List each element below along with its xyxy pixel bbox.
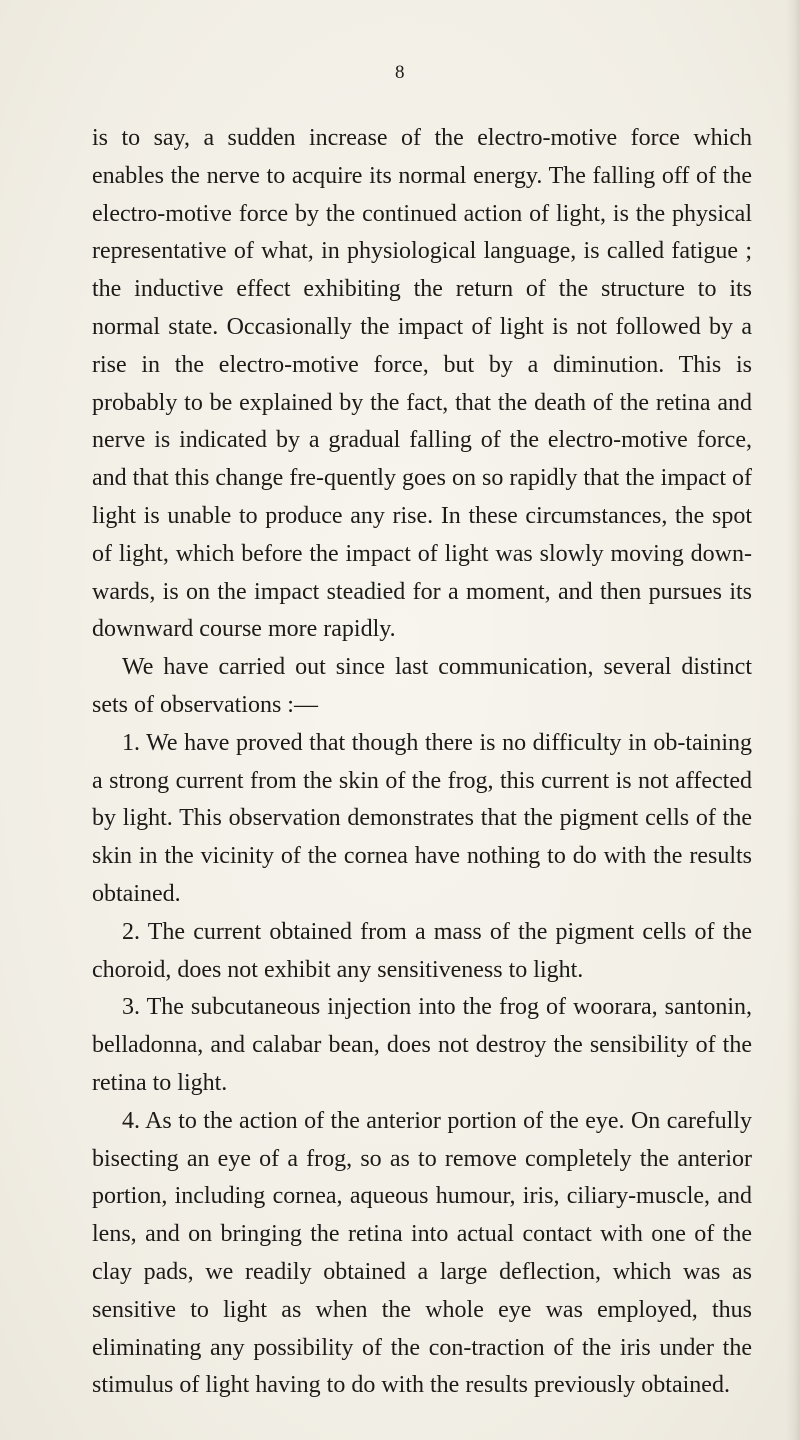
paragraph-observations-intro: We have carried out since last communication, several distinct sets of observations :— (92, 654, 752, 718)
paragraph-continuation: is to say, a sudden increase of the electro-motive force which enables the nerve to acquire its normal energy. The falling off of the electro-motive force by the continued action of light, is the physical representative of what, in physiological language, is called fatigue ; the inductive effect exhibiting the return of the structure to its normal state. Occasionally the impact of light is not followed by a rise in the electro-motive force, but by a diminution. This is probably to be explained by the fact, that the death of the retina and nerve is indicated by a gradual falling of the electro-motive force, and that this change fre-quently goes on so rapidly that the impact of light is unable to produce any rise. In these circumstances, the spot of light, which before the impact of light was slowly moving down-wards, is on the impact steadied for a moment, and then pursues its downward course more rapidly. (92, 125, 752, 643)
body-text (92, 120, 752, 1405)
paragraph-observation-3: 3. The subcutaneous injection into the frog of woorara, santonin, belladonna, and calabar bean, does not destroy the sensibility of the retina to light. (92, 994, 752, 1096)
page-edge-shadow (786, 0, 800, 1440)
paragraph-observation-2: 2. The current obtained from a mass of the pigment cells of the choroid, does not exhibit any sensitiveness to light. (92, 918, 752, 983)
paragraph-observation-4: 4. As to the action of the anterior portion of the eye. On carefully bisecting an eye of a frog, so as to remove completely the anterior portion, including cornea, aqueous humour, iris, ciliary-muscle, and lens, and on bringing the retina into actual contact with one of the clay pads, we readily obtained a large deflection, which was as sensitive to light as when the whole eye was employed, thus eliminating any possibility of the con-traction of the iris under the stimulus of light having to do with the results previously obtained. (92, 1107, 752, 1399)
paragraph-observation-1: 1. We have proved that though there is no difficulty in ob-taining a strong current from the skin of the frog, this current is not affected by light. This observation demonstrates that the pigment cells of the skin in the vicinity of the cornea have nothing to do with the results obtained. (92, 729, 752, 907)
page-number: 8 (395, 62, 405, 83)
